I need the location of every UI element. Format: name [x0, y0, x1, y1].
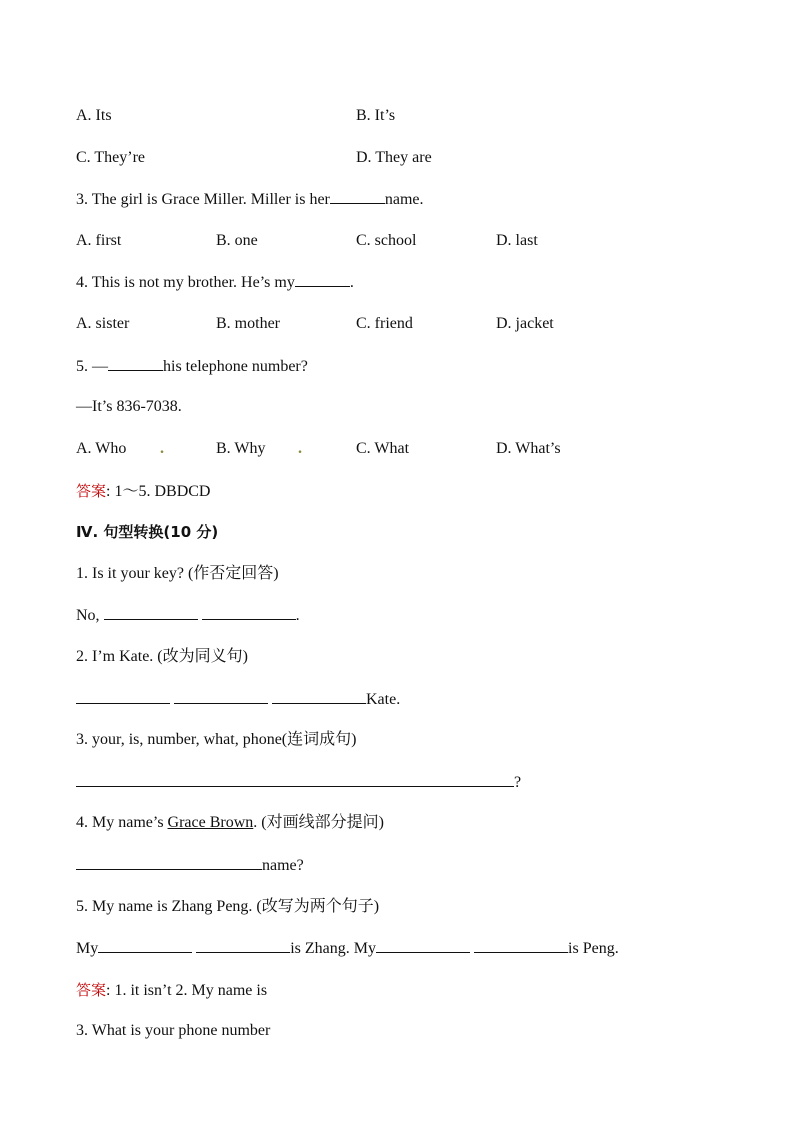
- q5-option-d: D. What’s: [496, 440, 561, 457]
- section-heading-text: Ⅳ. 句型转换(10 分): [76, 523, 219, 541]
- blank: [76, 854, 262, 870]
- q4-blank: [295, 271, 350, 287]
- q3-stem-after: name.: [384, 191, 424, 208]
- q3-option-c: C. school: [356, 232, 417, 249]
- blank: [272, 688, 366, 704]
- q4-stem-after: .: [349, 274, 354, 291]
- s5-prompt: 5. My name is Zhang Peng. (改写为两个句子): [76, 898, 380, 915]
- answer-text: : 1. it isn’t 2. My name is: [106, 982, 268, 999]
- blank: [474, 937, 568, 953]
- q2-option-d: D. They are: [356, 149, 432, 166]
- s4-prompt-before: 4. My name’s: [76, 814, 168, 831]
- q3-option-a: A. first: [76, 232, 122, 249]
- blank: [76, 688, 170, 704]
- s5-part-2: is Zhang. My: [290, 940, 377, 957]
- s4-answer-suffix: name?: [262, 857, 304, 874]
- s5-answer-line: [76, 937, 619, 959]
- section-heading: [76, 521, 218, 543]
- blank: [376, 937, 470, 953]
- s3-prompt: 3. your, is, number, what, phone(连词成句): [76, 731, 357, 748]
- q3-stem: [76, 188, 424, 210]
- blank: [174, 688, 268, 704]
- q4-option-c: C. friend: [356, 315, 413, 332]
- q2-option-c: C. They’re: [76, 149, 146, 166]
- s3-answer-line: [76, 771, 521, 793]
- q5-option-b: B. Why: [216, 440, 266, 457]
- s4-prompt: [76, 812, 384, 834]
- q4-stem-before: 4. This is not my brother. He’s my: [76, 274, 295, 291]
- answer-label: 答案: [76, 482, 107, 500]
- q3-option-b: B. one: [216, 232, 258, 249]
- q3-stem-before: 3. The girl is Grace Miller. Miller is her: [76, 191, 330, 208]
- s5-part-3: is Peng.: [568, 940, 619, 957]
- q5-option-a: A. Who: [76, 440, 127, 457]
- q4-stem: [76, 271, 354, 293]
- blank: [202, 604, 296, 620]
- q5-reply: —It’s 836-7038.: [76, 398, 182, 415]
- s1-answer-prefix: No,: [76, 607, 104, 624]
- s3-answer-suffix: ?: [514, 774, 522, 791]
- s4-answer-line: [76, 854, 304, 876]
- q5-stem-before: 5. —: [76, 358, 108, 375]
- q5-stem-after: his telephone number?: [163, 358, 308, 375]
- s1-answer-suffix: .: [295, 607, 300, 624]
- q5-option-c: C. What: [356, 440, 410, 457]
- s2-answer-line: [76, 688, 400, 710]
- q4-option-a: A. sister: [76, 315, 130, 332]
- stray-mark: .: [160, 440, 164, 457]
- q2-option-a: A. Its: [76, 107, 112, 124]
- answer-label: 答案: [76, 981, 107, 999]
- blank: [104, 604, 198, 620]
- blank: [196, 937, 290, 953]
- s1-answer-line: [76, 604, 300, 626]
- s1-prompt: 1. Is it your key? (作否定回答): [76, 565, 279, 582]
- q4-option-b: B. mother: [216, 315, 280, 332]
- s4-prompt-after: . (对画线部分提问): [253, 814, 384, 831]
- q3-option-d: D. last: [496, 232, 538, 249]
- stray-mark: .: [298, 440, 302, 457]
- answer-row-2-continued: 3. What is your phone number: [76, 1022, 271, 1039]
- s2-prompt: 2. I’m Kate. (改为同义句): [76, 648, 248, 665]
- q4-option-d: D. jacket: [496, 315, 554, 332]
- s2-answer-suffix: Kate.: [366, 691, 401, 708]
- blank: [98, 937, 192, 953]
- answer-row-2: [76, 979, 267, 1001]
- q2-option-b: B. It’s: [356, 107, 396, 124]
- s4-prompt-underlined: Grace Brown: [167, 814, 254, 831]
- answer-row-1: [76, 480, 210, 502]
- answer-text: : 1～5. DBDCD: [106, 483, 211, 500]
- s5-part-1: My: [76, 940, 99, 957]
- q5-blank: [108, 355, 163, 371]
- q5-stem: [76, 355, 308, 377]
- q3-blank: [330, 188, 385, 204]
- blank: [76, 771, 514, 787]
